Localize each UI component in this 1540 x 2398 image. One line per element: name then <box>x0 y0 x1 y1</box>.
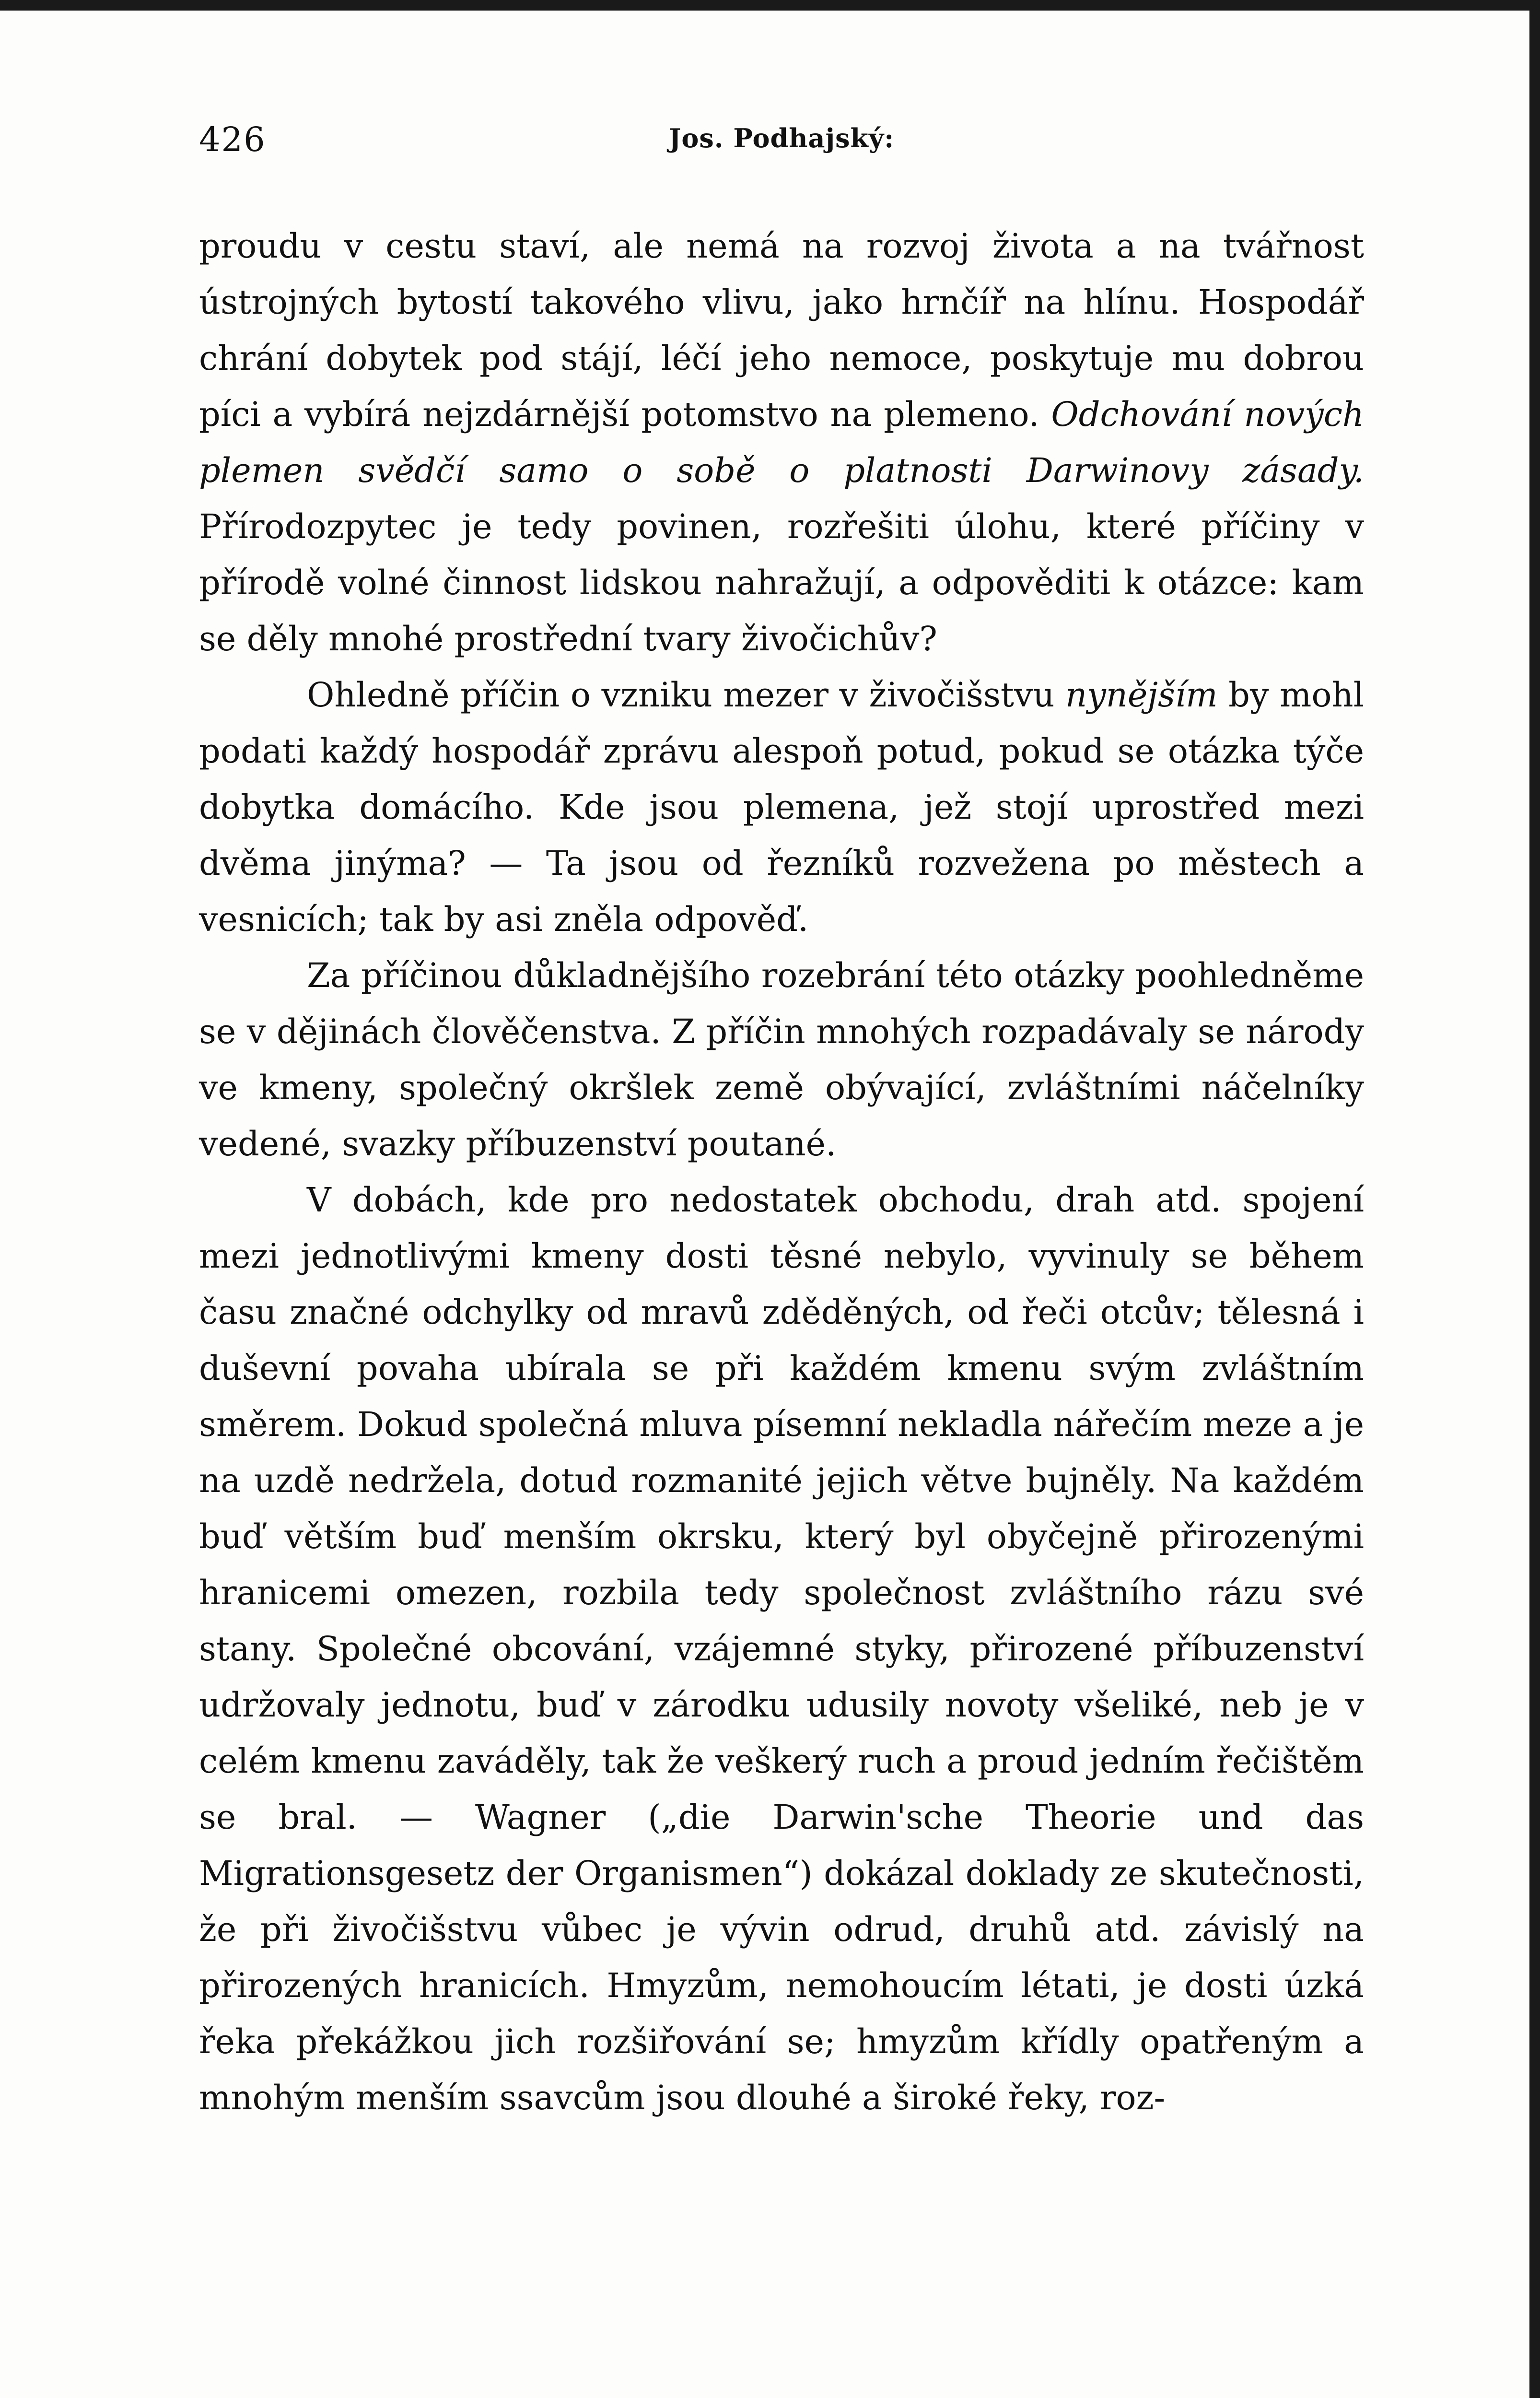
running-head: Jos. Podhajský: <box>668 123 895 153</box>
paragraph-2-text-before: Ohledně příčin o vzniku mezer v živočišstvu <box>307 675 1055 715</box>
paragraph-1 <box>199 218 1364 667</box>
paragraph-3: Za příčinou důkladnějšího rozebrání této otázky poohledněme se v dějinách člověčenstva. Z příčin mnohých rozpadávaly se národy ve kmeny, společný okršlek země obývající, zvláštními náčelníky vedené, svazky příbuzenství poutané. <box>199 956 1364 1164</box>
scan-border-top <box>0 0 1540 11</box>
paragraph-2 <box>199 667 1364 948</box>
body-text <box>199 218 1364 2126</box>
paragraph-1-emphasis: Odchování nových plemen svědčí samo o sobě o platnosti Darwinovy zásady. <box>199 395 1365 490</box>
page-number: 426 <box>199 120 266 159</box>
paragraph-1-text-before: proudu v cestu staví, ale nemá na rozvoj života a na tvářnost ústrojných bytostí takového vlivu, jako hrnčíř na hlínu. Hospodář chrání dobytek pod stájí, léčí jeho nemoce, poskytuje mu dobrou píci a vybírá nejzdárnější potomstvo na plemeno. <box>199 226 1364 434</box>
paragraph-4: V dobách, kde pro nedostatek obchodu, drah atd. spojení mezi jednotlivými kmeny dosti těsné nebylo, vyvinuly se během času značné odchylky od mravů zděděných, od řeči otcův; tělesná i duševní povaha ubírala se při každém kmenu svým zvláštním směrem. Dokud společná mluva písemní nekladla nářečím meze a je na uzdě nedržela, dotud rozmanité jejich větve bujněly. Na každém buď větším buď menším okrsku, který byl obyčejně přirozenými hranicemi omezen, rozbila tedy společnost zvláštního rázu své stany. Společné obcování, vzájemné styky, přirozené příbuzenství udržovaly jednotu, buď v zárodku udusily novoty všeliké, neb je v celém kmenu zaváděly, tak že veškerý ruch a proud jedním řečištěm se bral. — Wagner („die Darwin'sche Theorie und das Migrationsgesetz der Organismen“) dokázal doklady ze skutečnosti, že při živočišstvu vůbec je vývin odrud, druhů atd. závislý na přirozených hranicích. Hmyzům, nemohoucím létati, je dosti úzká řeka překážkou jich rozšiřování se; hmyzům křídly opatřeným a mnohým menším ssavcům jsou dlouhé a široké řeky, roz- <box>199 1180 1364 2117</box>
paragraph-1-text-after: Přírodozpytec je tedy povinen, rozřešiti úlohu, které příčiny v přírodě volné činnost lidskou nahražují, a odpověditi k otázce: kam se děly mnohé prostřední tvary živočichův? <box>199 507 1364 658</box>
page-header <box>199 120 1364 168</box>
paragraph-2-text-after: by mohl podati každý hospodář zprávu alespoň potud, pokud se otázka týče dobytka domácího. Kde jsou plemena, jež stojí uprostřed mezi dvěma jinýma? — Ta jsou od řezníků rozvežena po městech a vesnicích; tak by asi zněla odpověď. <box>199 675 1364 939</box>
scan-border-right <box>1529 0 1540 2398</box>
paragraph-2-emphasis: nynějším <box>1065 675 1218 715</box>
